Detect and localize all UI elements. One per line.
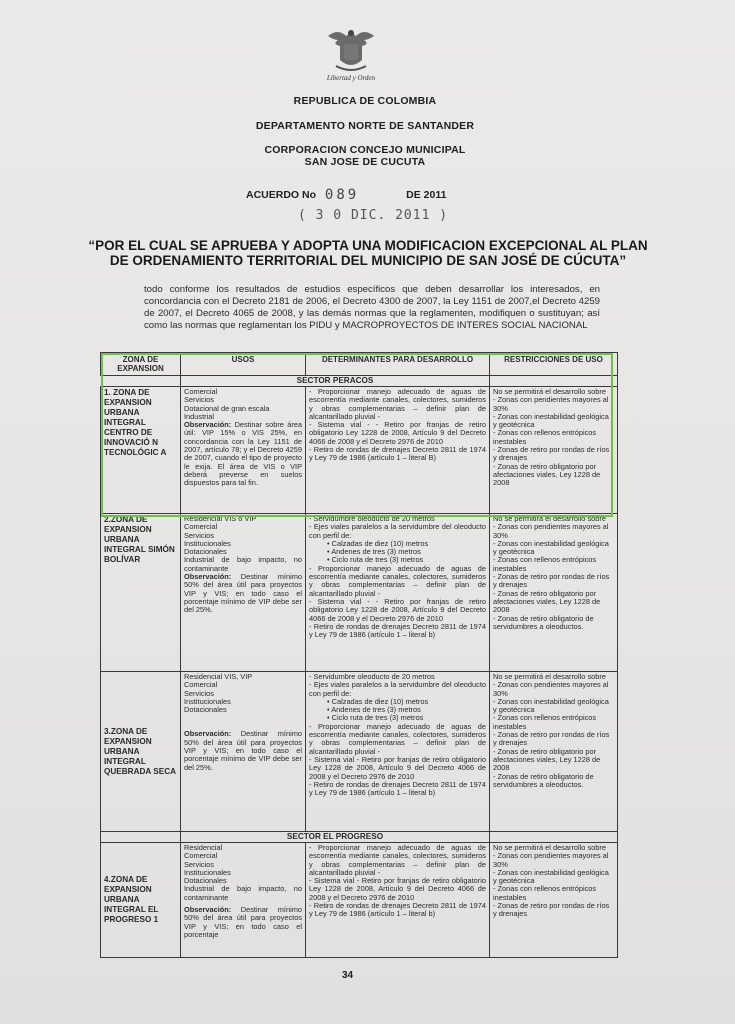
restr-item: - Zonas de retiro por rondas de ríos y drenajes — [493, 730, 610, 748]
restr-item: No se permitirá el desarrollo sobre — [493, 514, 606, 523]
restr-item: - Zonas con pendientes mayores al 30% — [493, 522, 609, 540]
restricciones-cell — [490, 672, 618, 832]
det-bullet: • Andenes de tres (3) metros — [327, 705, 421, 715]
acuerdo-line — [246, 186, 446, 202]
column-header: USOS — [181, 353, 306, 376]
determinantes-cell — [306, 672, 490, 832]
det-bullet: • Calzadas de diez (10) metros — [327, 538, 429, 548]
department-heading: DEPARTAMENTO NORTE DE SANTANDER — [255, 120, 475, 132]
column-header: DETERMINANTES PARA DESARROLLO — [306, 353, 490, 376]
acuerdo-label: ACUERDO No — [246, 189, 316, 201]
sector-row — [101, 376, 618, 387]
restr-item: No se permitirá el desarrollo sobre — [493, 387, 606, 396]
uso-item: Residencial VIS o VIP — [184, 514, 257, 523]
det-item: - Sistema vial - - Retiro por franjas de retiro obligatorio Ley 1228 de 2008, Artículo 9 del Decreto 4066 de 2008 y el Decreto 2976 de 2010 — [309, 420, 486, 446]
det-item: - Servidumbre oleoducto de 20 metros — [309, 672, 435, 681]
sector-row — [101, 832, 618, 843]
det-item: - Ejes viales paralelos a la servidumbre del oleoducto con perfil de: — [309, 680, 486, 698]
zones-table — [100, 352, 618, 958]
usos-cell — [181, 387, 306, 514]
restr-item: - Zonas con rellenos entrópicos inestables — [493, 428, 597, 446]
det-item: - Proporcionar manejo adecuado de aguas de escorrentía mediante canales, colectores, sumideros y obras complementarias – definir plan de alcantarillado pluvial - — [309, 387, 486, 421]
restricciones-cell — [490, 514, 618, 672]
corporation-heading: CORPORACION CONCEJO MUNICIPAL — [264, 144, 466, 156]
city-heading: SAN JOSE DE CUCUTA — [304, 156, 426, 168]
restr-item: - Zonas con pendientes mayores al 30% — [493, 851, 609, 869]
det-item: - Sistema vial - - Retiro por franjas de retiro obligatorio Ley 1228 de 2008, Artículo 9 del Decreto 4066 de 2008 y el Decreto 2976 de 2010 — [309, 596, 486, 623]
uso-item: Dotacionales — [184, 705, 227, 715]
restr-item: - Zonas de retiro obligatorio por afectaciones viales, Ley 1228 de 2008 — [493, 461, 601, 488]
observation-label: Observación: — [184, 572, 232, 582]
zone-name: 3.ZONA DE EXPANSION URBANA INTEGRAL QUEBRADA SECA — [101, 672, 181, 832]
det-bullet: • Ciclo ruta de tres (3) metros — [327, 555, 424, 565]
restr-item: - Zonas con inestabilidad geológica y geotécnica — [493, 696, 609, 715]
restr-item: - Zonas con pendientes mayores al 30% — [493, 395, 609, 413]
restr-item: - Zonas de retiro por rondas de ríos y drenajes — [493, 901, 610, 919]
seal-motto: Libertad y Orden — [326, 74, 376, 82]
page-number: 34 — [342, 970, 354, 981]
eagle-emblem-icon — [324, 26, 378, 76]
uso-item: Servicios — [184, 395, 214, 405]
intro-paragraph: todo conforme los resultados de estudios específicos que deben desarrollar los interesados, en concordancia con el Decreto 2181 de 2006, el Decreto 4300 de 2007, la Ley 1151 de 2007,el Decreto 4259 de 2007, el Decreto 4065 de 2008, y las demás normas que la reglamenten, modifiquen o sustituyan; así como las normas que reglamentan los PIDU y MACROPROYECTOS DE INTERES SOCIAL NACIONAL — [144, 284, 600, 331]
table-row — [101, 514, 618, 672]
usos-cell — [181, 514, 306, 672]
uso-item: Residencial VIS, VIP — [184, 672, 253, 681]
table-header-row — [101, 353, 618, 376]
country-heading: REPUBLICA DE COLOMBIA — [293, 95, 437, 107]
document-title: “POR EL CUAL SE APRUEBA Y ADOPTA UNA MODIFICACION EXCEPCIONAL AL PLAN DE ORDENAMIENTO TERRITORIAL DEL MUNICIPIO DE SAN JOSÉ DE CÚCUTA” — [88, 238, 648, 268]
det-item: - Retiro de rondas de drenajes Decreto 2811 de 1974 y Ley 79 de 1986 (artículo 1 – literal b) — [309, 901, 486, 919]
observation-text: Destinar mínimo 50% del área útil para proyectos VIP y VIS; en todo caso el porcentaje mínimo de VIP debe ser del 25%. — [184, 572, 302, 615]
observation-text: Destinar mínimo 50% del área útil para proyectos VIP y VIS; en todo caso el porcentaje mínimo de VIP debe ser del 25%. — [184, 729, 302, 772]
usos-cell — [181, 672, 306, 832]
sector-label: SECTOR EL PROGRESO — [181, 832, 490, 843]
observation-label: Observación: — [184, 420, 232, 430]
uso-item: Dotacional de gran escala — [184, 403, 270, 413]
det-item: - Proporcionar manejo adecuado de aguas de escorrentía mediante canales, colectores, sumideros y obras complementarias – definir plan de alcantarillado pluvial - — [309, 563, 486, 598]
det-item: - Retiro de rondas de drenajes Decreto 2811 de 1974 y Ley 79 de 1986 (artículo 1 – literal B) — [309, 445, 486, 463]
uso-item: Residencial — [184, 843, 223, 852]
uso-item: Comercial — [184, 387, 218, 396]
det-bullet: • Calzadas de diez (10) metros — [327, 696, 429, 706]
table-row — [101, 843, 618, 958]
det-item: - Sistema vial - Retiro por franjas de retiro obligatorio Ley 1228 de 2008, Artículo 9 del Decreto 4066 de 2008 y el Decreto 2976 de 2010 — [309, 754, 486, 781]
uso-item: Comercial — [184, 680, 218, 690]
restricciones-cell — [490, 387, 618, 514]
restr-item: - Zonas de retiro obligatorio por afectaciones viales, Ley 1228 de 2008 — [493, 588, 601, 615]
uso-item: Dotacionales — [184, 876, 227, 886]
determinantes-cell — [306, 387, 490, 514]
acuerdo-number: 089 — [324, 187, 360, 203]
restr-item: No se permitirá el desarrollo sobre — [493, 672, 606, 681]
column-header: ZONA DE EXPANSION — [101, 353, 181, 376]
table-row — [101, 387, 618, 514]
restricciones-cell — [490, 843, 618, 958]
det-bullet: • Ciclo ruta de tres (3) metros — [327, 713, 424, 723]
zone-name: 2.ZONA DE EXPANSION URBANA INTEGRAL SIMÓN BOLÍVAR — [101, 514, 181, 672]
uso-item: Servicios — [184, 530, 214, 540]
zone-name: 1. ZONA DE EXPANSION URBANA INTEGRAL CENTRO DE INNOVACIÓ N TECNOLÓGIC A — [101, 387, 181, 514]
uso-item: Comercial — [184, 851, 218, 861]
restr-item: - Zonas con rellenos entrópicos inestables — [493, 555, 597, 573]
observation-text: Destinar mínimo 50% del área útil para proyectos VIP y VIS; en todo caso el porcentaje — [184, 905, 302, 939]
observation-label: Observación: — [184, 905, 232, 915]
uso-item: Institucionales — [184, 696, 231, 706]
uso-item: Servicios — [184, 688, 214, 698]
uso-item: Institucionales — [184, 538, 231, 548]
uso-item: Institucionales — [184, 867, 231, 877]
uso-item: Industrial de bajo impacto, no contaminante — [184, 884, 302, 902]
det-item: - Proporcionar manejo adecuado de aguas de escorrentía mediante canales, colectores, sumideros y obras complementarias – definir plan de alcantarillado pluvial - — [309, 721, 486, 756]
det-item: - Ejes viales paralelos a la servidumbre del oleoducto con perfil de: — [309, 522, 486, 540]
table-row — [101, 672, 618, 832]
uso-item: Servicios — [184, 859, 214, 869]
usos-cell — [181, 843, 306, 958]
uso-item: Dotacionales — [184, 547, 227, 557]
coat-of-arms-seal — [318, 26, 384, 90]
column-header: RESTRICCIONES DE USO — [490, 353, 618, 376]
restr-item: - Zonas de retiro por rondas de ríos y drenajes — [493, 445, 610, 463]
restr-item: No se permitirá el desarrollo sobre — [493, 843, 606, 852]
uso-item: Industrial de bajo impacto, no contaminante — [184, 555, 302, 573]
det-item: - Retiro de rondas de drenajes Decreto 2811 de 1974 y Ley 79 de 1986 (artículo 1 – literal b) — [309, 779, 486, 798]
observation-label: Observación: — [184, 729, 232, 739]
acuerdo-year: DE 2011 — [406, 189, 447, 201]
det-item: - Proporcionar manejo adecuado de aguas de escorrentía mediante canales, colectores, sumideros y obras complementarias – definir plan de alcantarillado pluvial - — [309, 843, 486, 877]
determinantes-cell — [306, 514, 490, 672]
det-item: - Retiro de rondas de drenajes Decreto 2811 de 1974 y Ley 79 de 1986 (artículo 1 – literal b) — [309, 621, 486, 640]
determinantes-cell — [306, 843, 490, 958]
det-item: - Sistema vial - Retiro por franjas de retiro obligatorio Ley 1228 de 2008, Artículo 9 del Decreto 4066 de 2008 y el Decreto 2976 de 2010 — [309, 876, 486, 902]
restr-item: - Zonas de retiro obligatorio por afectaciones viales, Ley 1228 de 2008 — [493, 746, 601, 773]
observation-text: Destinar sobre área útil: VIP 15% o VIS 25%, en concordancia con la Ley 1151 de 2007, artículo 78; y el Decreto 4259 de 2007, cuando el tipo de proyecto le exija. El área de VIS o VIP deberá preverse en suelos dispuestos para tal fin. — [184, 420, 303, 488]
restr-item: - Zonas con inestabilidad geológica y geotécnica — [493, 867, 609, 886]
zone-name: 4.ZONA DE EXPANSION URBANA INTEGRAL EL PROGRESO 1 — [101, 843, 181, 958]
restr-item: - Zonas de retiro obligatorio de servidumbres a oleoductos. — [493, 613, 594, 631]
sector-label: SECTOR PERACOS — [181, 376, 490, 387]
uso-item: Comercial — [184, 522, 218, 532]
restr-item: - Zonas de retiro obligatorio de servidumbres a oleoductos. — [493, 771, 594, 789]
restr-item: - Zonas con rellenos entrópicos inestables — [493, 884, 597, 902]
restr-item: - Zonas de retiro por rondas de ríos y drenajes — [493, 572, 610, 590]
uso-item: Industrial — [184, 411, 214, 421]
restr-item: - Zonas con rellenos entrópicos inestables — [493, 713, 597, 731]
restr-item: - Zonas con pendientes mayores al 30% — [493, 680, 609, 698]
restr-item: - Zonas con inestabilidad geológica y geotécnica — [493, 411, 609, 430]
det-bullet: • Andenes de tres (3) metros — [327, 547, 421, 557]
date-stamp: ( 3 0 DIC. 2011 ) — [298, 208, 449, 223]
restr-item: - Zonas con inestabilidad geológica y geotécnica — [493, 538, 609, 557]
det-item: - Servidumbre oleoducto de 20 metros — [309, 514, 435, 523]
